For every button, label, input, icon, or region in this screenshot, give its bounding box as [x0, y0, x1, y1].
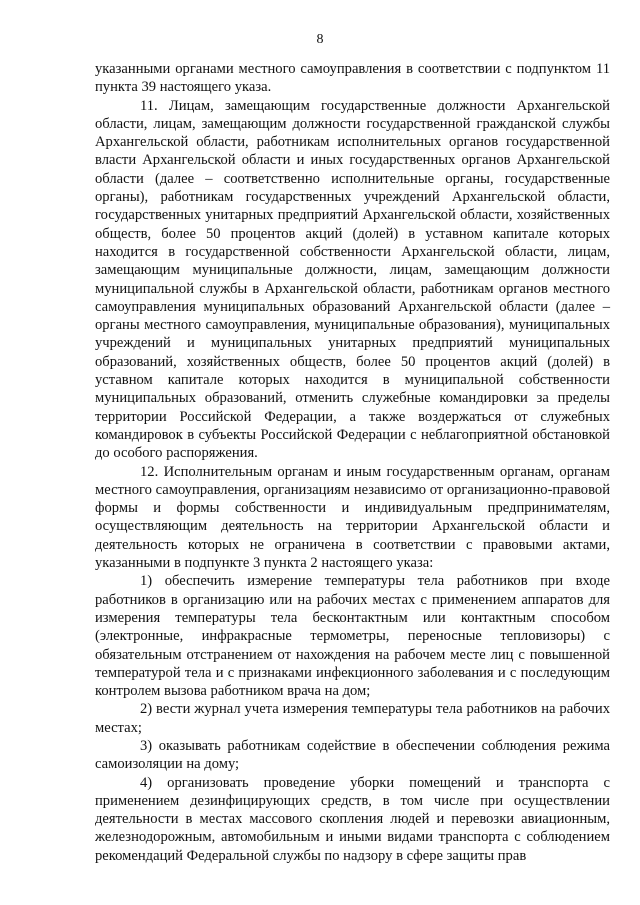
document-body	[95, 60, 610, 865]
paragraph-continuation: указанными органами местного самоуправления в соответствии с подпунктом 11 пункта 39 настоящего указа.	[95, 61, 610, 96]
subparagraph-3: 3) оказывать работникам содействие в обеспечении соблюдения режима самоизоляции на дому;	[95, 737, 610, 773]
subparagraph-2: 2) вести журнал учета измерения температуры тела работников на рабочих местах;	[95, 701, 610, 736]
paragraph-item-12: 12. Исполнительным органам и иным государственным органам, органам местного самоуправления, организациям независимо от организационно-правовой формы и формы собственности и индивидуальным предпринимателям, осуществляющим деятельность на территории Архангельской области и деятельность которых не ограничена в соответствии с правовыми актами, указанными в подпункте 3 пункта 2 настоящего указа:	[95, 463, 611, 572]
paragraph-item-11: 11. Лицам, замещающим государственные должности Архангельской области, лицам, замещающим должности государственной гражданской службы Архангельской области, работникам исполнительных органов государственной власти Архангельской области и иных государственных органов Архангельской области (далее – соответственно исполнительные органы, государственные органы), работникам государственных учреждений Архангельской области, государственных унитарных предприятий Архангельской области, хозяйственных обществ, более 50 процентов акций (долей) в уставном капитале которых находится в государственной собственности Архангельской области, лицам, замещающим муниципальные должности, лицам, замещающим должности муниципальной службы в Архангельской области, работникам органов местного самоуправления муниципальных образований Архангельской области (далее – органы местного самоуправления, муниципальные образования), муниципальных учреждений и муниципальных унитарных предприятий муниципальных образований, хозяйственных обществ, более 50 процентов акций (долей) в уставном капитале которых находится в муниципальной собственности муниципальных образований, отменить служебные командировки за пределы территории Российской Федерации, а также воздержаться от служебных командировок в субъекты Российской Федерации с неблагоприятной обстановкой до особого распоряжения.	[95, 97, 610, 462]
subparagraph-4: 4) организовать проведение уборки помещений и транспорта с применением дезинфицирующих средств, в том числе при осуществлении деятельности в местах массового скопления людей и перевозки авиационным, железнодорожным, автомобильным и иными видами транспорта с соблюдением рекомендаций Федеральной службы по надзору в сфере защиты прав	[95, 774, 610, 864]
subparagraph-1: 1) обеспечить измерение температуры тела работников при входе работников в организацию или на рабочих местах с применением аппаратов для измерения температуры тела бесконтактным или контактным способом (электронные, инфракрасные термометры, переносные тепловизоры) с обязательным отстранением от нахождения на рабочем месте лиц с повышенной температурой тела и с признаками инфекционного заболевания и с последующим контролем вызова работником врача на дом;	[95, 573, 610, 700]
page-number: 8	[316, 32, 324, 47]
